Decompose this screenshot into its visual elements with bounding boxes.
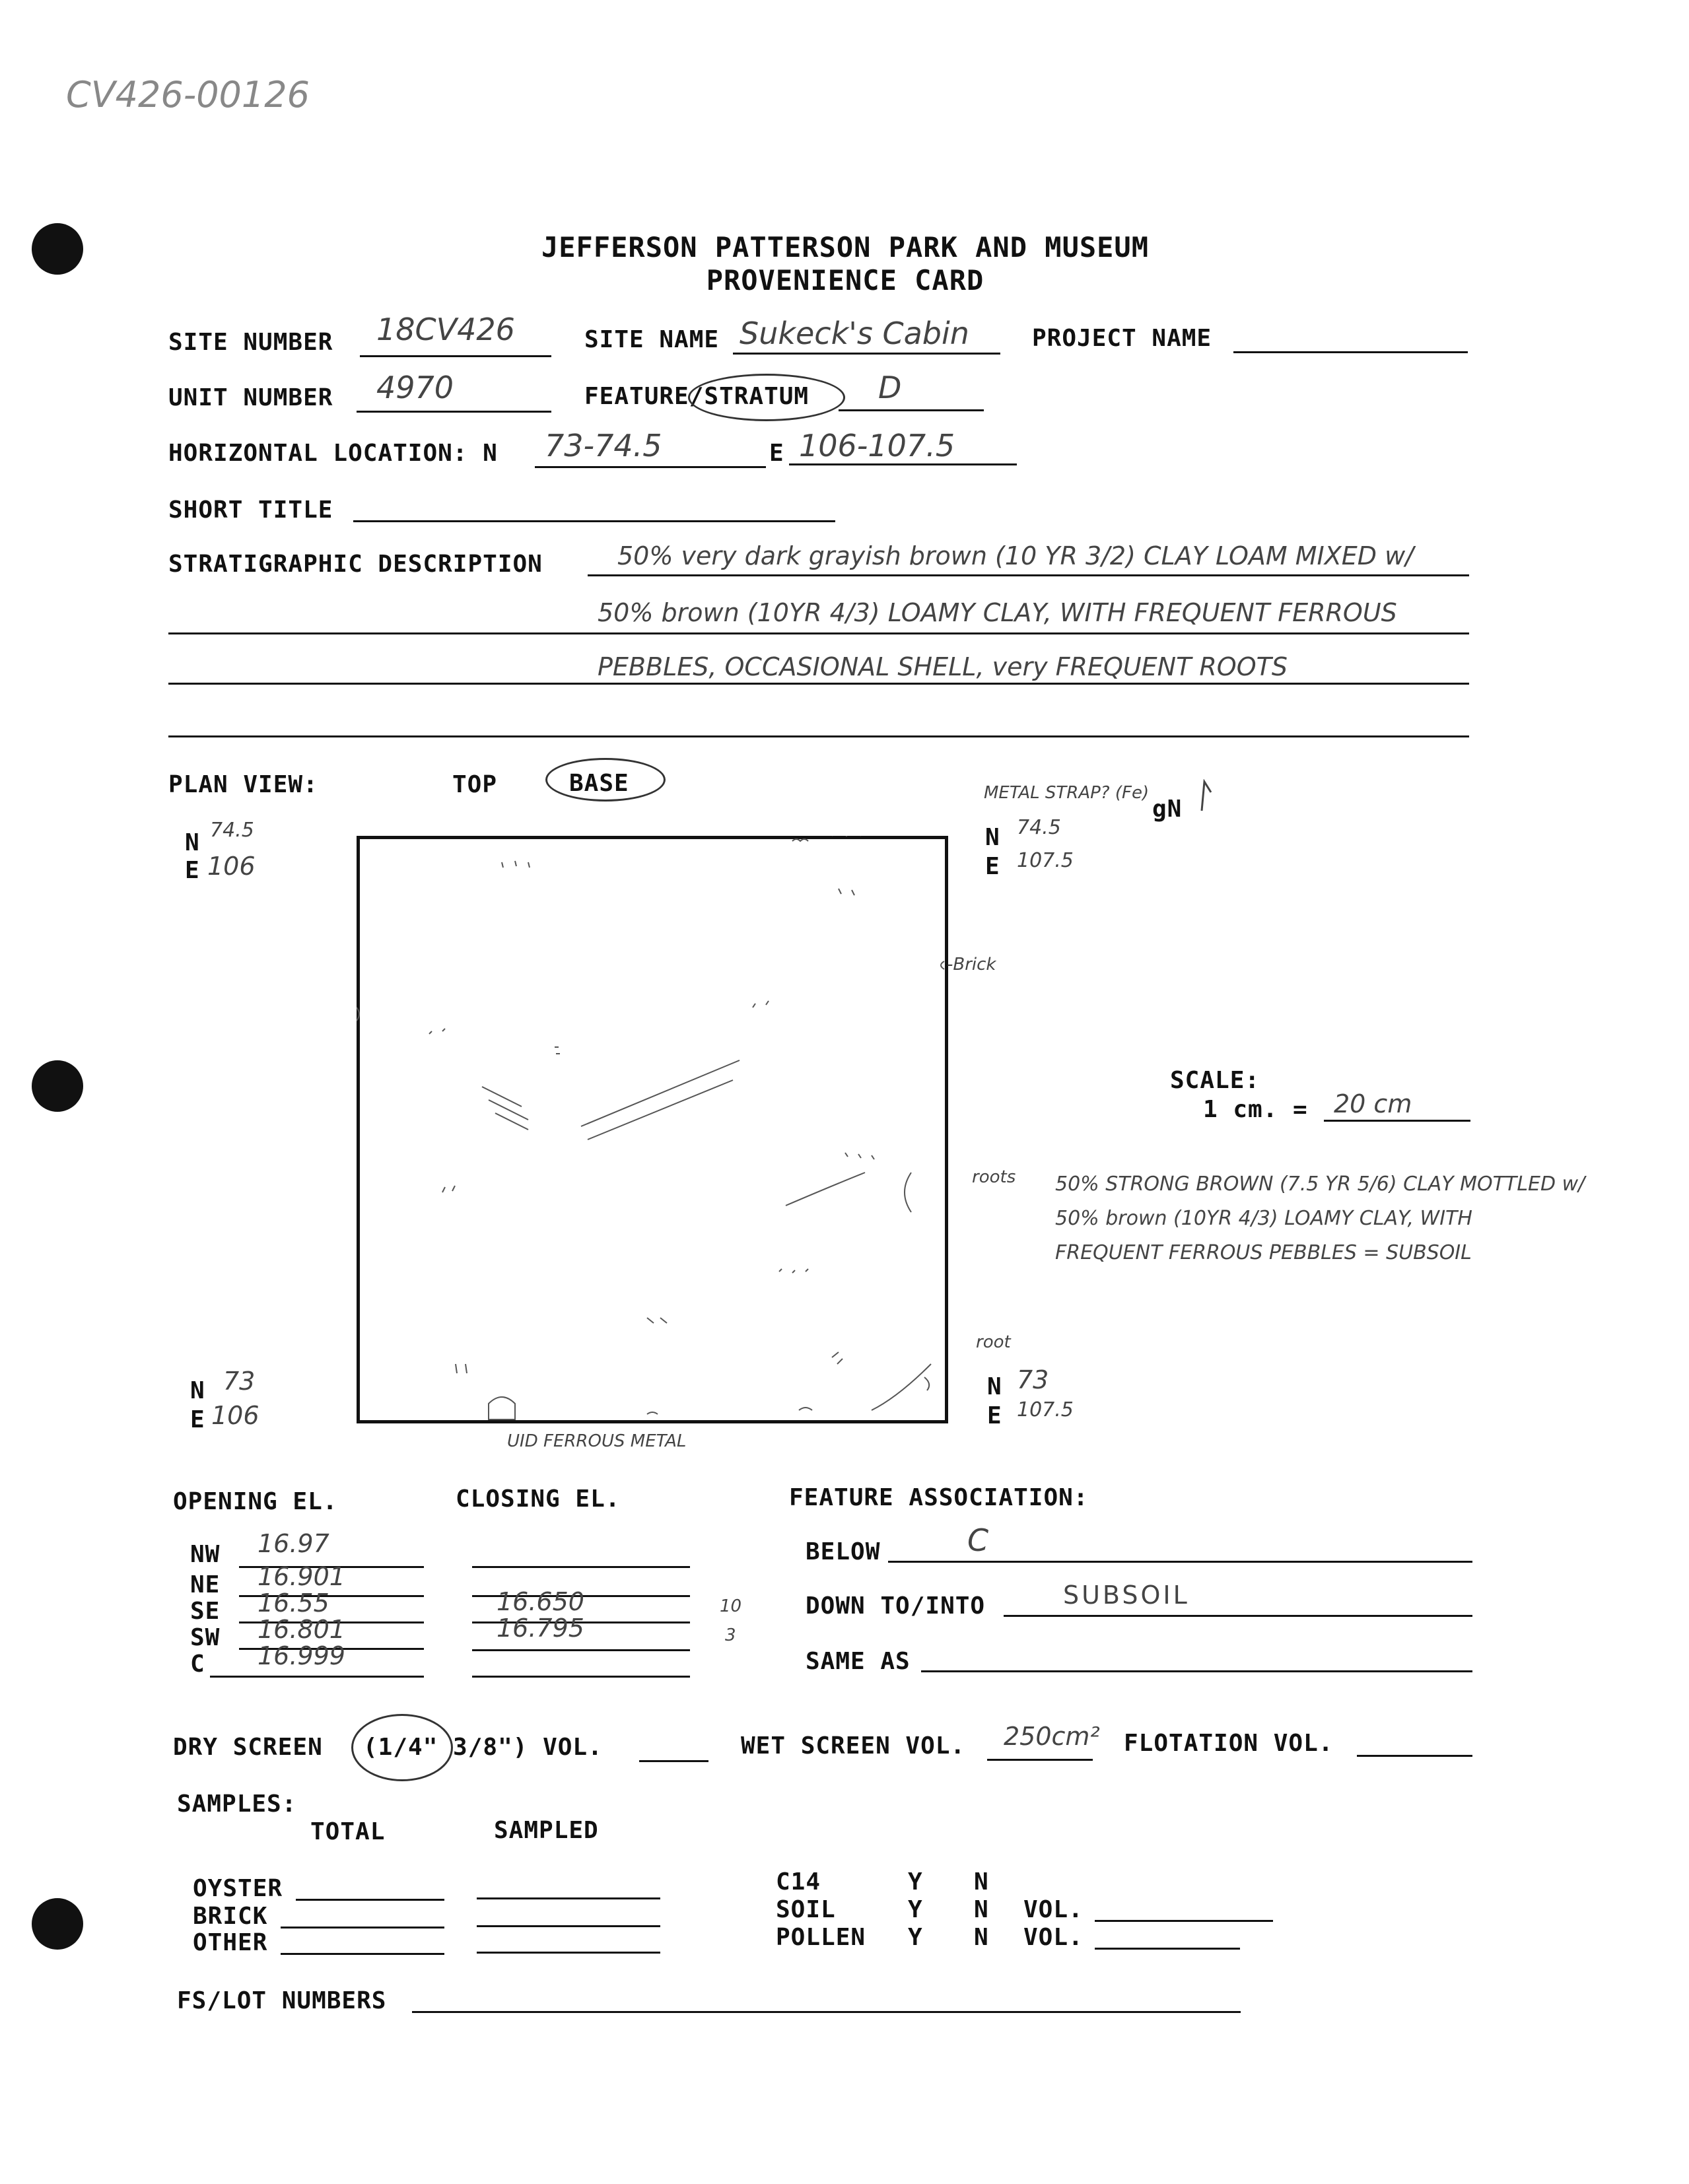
closing-sw-line [472,1649,690,1651]
nw-n-label: N [185,829,200,856]
opening-c-value: 16.999 [258,1641,345,1670]
closing-c-line [472,1676,690,1678]
subsoil-note-line-2: 50% brown (10YR 4/3) LOAMY CLAY, WITH [1055,1207,1472,1230]
strat-desc-line-2: 50% brown (10YR 4/3) LOAMY CLAY, WITH FREQUENT FERROUS [598,598,1397,627]
horizontal-e-value: 106-107.5 [799,428,955,463]
elevation-pos-ne: NE [190,1571,221,1598]
wet-screen-value: 250cm² [1004,1722,1100,1751]
se-n-label: N [987,1373,1002,1400]
closing-elevation-label: CLOSING EL. [456,1485,621,1513]
unit-number-label: UNIT NUMBER [168,384,333,411]
unit-number-value: 4970 [376,370,454,405]
wet-screen-line [987,1759,1093,1761]
sample-brick-sampled-line [477,1925,660,1927]
site-number-value: 18CV426 [376,312,515,347]
test-pollen-vol-line [1095,1948,1240,1950]
elevation-pos-se: SE [190,1598,221,1625]
feature-stratum-label: FEATURE/STRATUM [584,383,810,410]
plan-view-label: PLAN VIEW: [168,771,318,798]
nw-n-value: 74.5 [210,819,254,842]
sample-other-label: OTHER [193,1929,268,1956]
plan-view-top-option: TOP [452,771,498,798]
feature-association-label: FEATURE ASSOCIATION: [789,1484,1089,1511]
closing-nw-line [472,1566,690,1568]
se-n-value: 73 [1017,1365,1049,1394]
strat-desc-line-1: 50% very dark grayish brown (10 YR 3/2) CLAY LOAM MIXED w/ [617,541,1414,570]
ne-n-value: 74.5 [1017,816,1061,839]
strat-desc-rule-1 [588,574,1469,576]
elevation-pos-c: C [190,1651,205,1678]
binder-hole-middle [32,1060,83,1112]
note-roots: roots [972,1167,1016,1187]
sample-other-total-line [281,1953,444,1955]
ne-e-value: 107.5 [1017,849,1074,872]
ne-e-label: E [985,853,1000,880]
fs-lot-label: FS/LOT NUMBERS [177,1987,387,2014]
nw-e-value: 106 [207,852,256,881]
samples-sampled-header: SAMPLED [494,1817,599,1844]
closing-se-value: 16.650 [497,1587,584,1616]
sw-e-label: E [190,1406,205,1433]
same-as-label: SAME AS [806,1648,911,1675]
scale-equation: 1 cm. = [1203,1096,1308,1123]
nw-e-label: E [185,857,200,884]
binder-hole-top [32,223,83,275]
sample-brick-label: BRICK [193,1903,268,1930]
se-e-value: 107.5 [1017,1398,1074,1421]
strat-desc-line-3: PEBBLES, OCCASIONAL SHELL, very FREQUENT ROOTS [598,652,1288,681]
test-pollen-n: N [974,1924,989,1951]
wet-screen-label: WET SCREEN VOL. [741,1732,966,1759]
sample-oyster-total-line [296,1899,444,1901]
test-soil-n: N [974,1896,989,1923]
short-title-label: SHORT TITLE [168,496,333,524]
below-line [888,1561,1472,1563]
se-e-label: E [987,1402,1002,1429]
project-name-line [1233,351,1468,353]
test-c14-n: N [974,1868,989,1895]
feature-stratum-value: D [878,370,902,405]
dry-screen-vol-line [639,1760,708,1762]
note-brick: -Brick [947,955,996,974]
opening-se-value: 16.55 [258,1588,329,1618]
sample-oyster-sampled-line [477,1897,660,1899]
opening-nw-value: 16.97 [258,1529,329,1558]
plan-view-sketch [357,836,948,1423]
below-label: BELOW [806,1538,881,1565]
opening-sw-value: 16.801 [258,1615,345,1644]
site-number-line [360,355,551,357]
note-metal-strap: METAL STRAP? (Fe) [984,783,1150,803]
north-arrow-icon [1195,779,1215,812]
site-number-label: SITE NUMBER [168,329,333,356]
flotation-label: FLOTATION VOL. [1124,1730,1334,1757]
strat-desc-rule-2 [168,632,1469,634]
below-value: C [967,1522,989,1558]
strat-desc-rule-4 [168,735,1469,737]
feature-stratum-line [839,409,984,411]
sw-e-value: 106 [211,1401,259,1430]
horizontal-n-value: 73-74.5 [545,428,662,463]
base-circle [545,758,666,802]
test-pollen-label: POLLEN [776,1924,866,1951]
north-arrow: gN [1152,796,1183,823]
horizontal-n-line [535,466,766,468]
dry-screen-options: (1/4" 3/8") VOL. [363,1734,603,1761]
ne-n-label: N [985,824,1000,851]
binder-hole-bottom [32,1898,83,1950]
closing-sw-note: 3 [725,1625,736,1645]
elevation-pos-sw: SW [190,1624,221,1651]
samples-total-header: TOTAL [310,1818,386,1845]
quarter-inch-circle [351,1714,453,1781]
note-uid-ferrous-metal: UID FERROUS METAL [507,1431,687,1451]
site-name-label: SITE NAME [584,326,720,353]
stratum-circle [688,374,845,421]
short-title-line [353,520,835,522]
strat-desc-label: STRATIGRAPHIC DESCRIPTION [168,551,543,578]
down-to-into-label: DOWN TO/INTO [806,1592,986,1620]
down-to-into-value: SUBSOIL [1063,1581,1190,1610]
strat-desc-rule-3 [168,683,1469,685]
scale-label: SCALE: [1170,1067,1260,1094]
unit-number-line [357,411,551,413]
subsoil-note-line-3: FREQUENT FERROUS PEBBLES = SUBSOIL [1055,1241,1472,1264]
sw-n-label: N [190,1377,205,1404]
site-name-line [733,353,1000,355]
test-pollen-y: Y [908,1924,923,1951]
opening-elevation-label: OPENING EL. [173,1488,338,1515]
horizontal-e-line [789,463,1017,465]
dry-screen-label: DRY SCREEN [173,1734,323,1761]
opening-ne-value: 16.901 [258,1562,345,1591]
opening-c-line [210,1676,424,1678]
plan-view-base-option: BASE [569,770,629,797]
site-name-value: Sukeck's Cabin [740,316,969,351]
test-c14-label: C14 [776,1868,821,1895]
card-title-line1: JEFFERSON PATTERSON PARK AND MUSEUM [541,231,1149,263]
flotation-line [1357,1755,1472,1757]
down-to-into-line [1004,1615,1472,1617]
horizontal-location-label: HORIZONTAL LOCATION: N [168,440,498,467]
project-name-label: PROJECT NAME [1032,325,1212,352]
subsoil-note-line-1: 50% STRONG BROWN (7.5 YR 5/6) CLAY MOTTLED w/ [1055,1173,1585,1196]
closing-sw-value: 16.795 [497,1614,584,1643]
sample-brick-total-line [281,1927,444,1928]
sw-n-value: 73 [223,1367,256,1396]
scale-value: 20 cm [1334,1089,1412,1118]
scale-line [1324,1120,1470,1122]
test-soil-y: Y [908,1896,923,1923]
catalog-number: CV426-00126 [66,74,310,116]
elevation-pos-nw: NW [190,1541,221,1568]
sample-other-sampled-line [477,1952,660,1954]
test-soil-vol-line [1095,1920,1273,1922]
same-as-line [921,1670,1472,1672]
card-title-line2: PROVENIENCE CARD [706,264,984,296]
closing-se-note: 10 [720,1596,742,1616]
test-soil-label: SOIL [776,1896,836,1923]
note-root: root [976,1332,1011,1352]
sample-oyster-label: OYSTER [193,1875,283,1902]
test-pollen-vol-label: VOL. [1023,1924,1084,1951]
fs-lot-line [412,2011,1241,2013]
samples-label: SAMPLES: [177,1791,297,1818]
horizontal-e-label: E [769,440,784,467]
test-soil-vol-label: VOL. [1023,1896,1084,1923]
test-c14-y: Y [908,1868,923,1895]
